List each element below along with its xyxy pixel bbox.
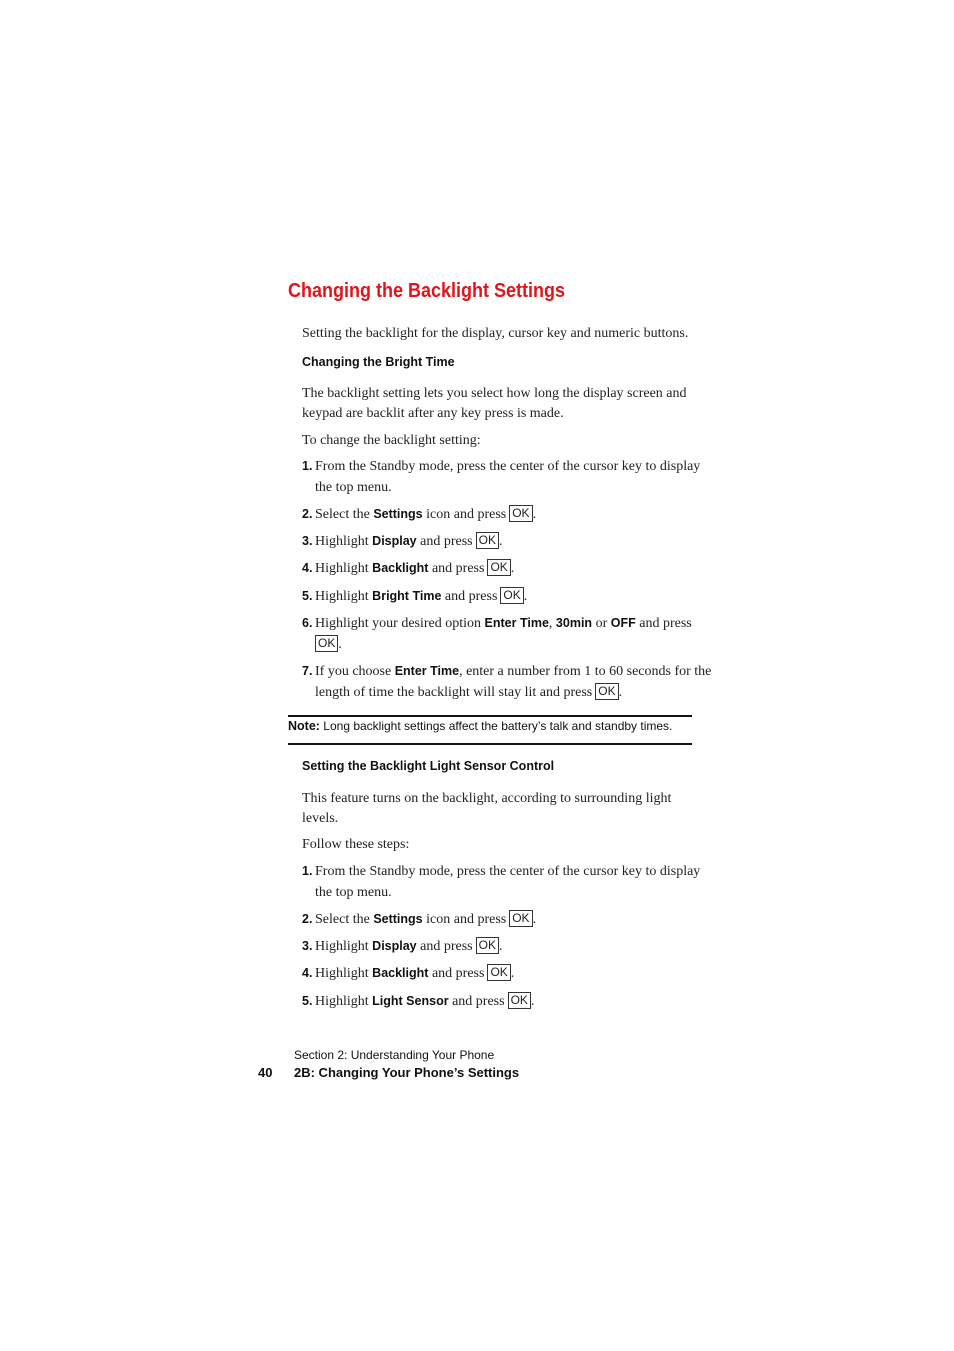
- step-text: and press: [431, 561, 485, 576]
- menu-item-name: Settings: [373, 507, 423, 521]
- ok-key-icon: OK: [315, 635, 338, 652]
- step-line: the top menu.: [315, 885, 392, 900]
- step-number: 6.: [302, 616, 313, 630]
- step-number: 7.: [302, 664, 313, 678]
- step-text: Highlight: [315, 561, 369, 576]
- step-text: and press: [431, 966, 485, 981]
- step-5-text: Highlight Bright Time and press OK .: [315, 588, 528, 604]
- step-text: Select the: [315, 912, 370, 927]
- step-line: From the Standby mode, press the center of the cursor key to display: [315, 459, 701, 474]
- step-text: Highlight: [315, 939, 369, 954]
- footer-section: Section 2: Understanding Your Phone: [294, 1048, 495, 1062]
- step-number: 3.: [302, 939, 313, 953]
- step-number: 2.: [302, 912, 313, 926]
- step-text: Select the: [315, 507, 370, 522]
- paragraph-line: keypad are backlit after any key press is made.: [302, 406, 564, 421]
- note-bottom-rule: [288, 743, 692, 745]
- ok-key-icon: OK: [476, 532, 499, 549]
- paragraph: [302, 788, 671, 829]
- step-5-text: Highlight Light Sensor and press OK .: [315, 993, 535, 1009]
- ok-key-icon: OK: [509, 910, 532, 927]
- menu-item-name: Display: [372, 534, 417, 548]
- step-text: and press: [420, 534, 473, 549]
- ok-key-icon: OK: [476, 937, 499, 954]
- step-text: If you choose: [315, 664, 392, 679]
- menu-item-name: Light Sensor: [372, 994, 449, 1008]
- step-line: the top menu.: [315, 480, 392, 495]
- page-number: 40: [258, 1065, 273, 1080]
- step-number: 5.: [302, 994, 313, 1008]
- option-name: 30min: [555, 616, 593, 630]
- step-7-text: If you choose Enter Time, enter a number from 1 to 60 seconds for the length of time the backlight will stay lit and press OK .: [315, 664, 712, 700]
- note: [288, 719, 672, 733]
- note-text: Long backlight settings affect the battery’s talk and standby times.: [323, 719, 673, 733]
- note-label: Note:: [288, 719, 320, 733]
- step-text: icon and press: [426, 507, 507, 522]
- step-number: 1.: [302, 864, 313, 878]
- menu-item-name: Backlight: [372, 561, 429, 575]
- steps-lead: To change the backlight setting:: [302, 433, 481, 448]
- step-2-text: Select the Settings icon and press OK .: [315, 911, 537, 927]
- ok-key-icon: OK: [595, 683, 618, 700]
- step-text: Highlight your desired option: [315, 616, 482, 631]
- ok-key-icon: OK: [500, 587, 523, 604]
- paragraph: [302, 383, 687, 424]
- ok-key-icon: OK: [487, 964, 510, 981]
- ok-key-icon: OK: [509, 505, 532, 522]
- menu-item-name: Settings: [373, 912, 423, 926]
- step-number: 5.: [302, 589, 313, 603]
- step-text: and press: [444, 589, 498, 604]
- ok-key-icon: OK: [487, 559, 510, 576]
- step-2-text: Select the Settings icon and press OK .: [315, 506, 537, 522]
- step-number: 4.: [302, 966, 313, 980]
- step-number: 1.: [302, 459, 313, 473]
- step-number: 3.: [302, 534, 313, 548]
- option-name: OFF: [610, 616, 636, 630]
- step-number: 4.: [302, 561, 313, 575]
- paragraph-line: The backlight setting lets you select how long the display screen and: [302, 386, 687, 401]
- step-text: and press: [639, 616, 692, 631]
- ok-key-icon: OK: [508, 992, 531, 1009]
- note-top-rule: [288, 715, 692, 717]
- step-4-text: Highlight Backlight and press OK .: [315, 965, 515, 981]
- option-name: Enter Time: [394, 664, 460, 678]
- menu-item-name: Display: [372, 939, 417, 953]
- step-6-text: Highlight your desired option Enter Time, 30min or OFF and press OK .: [315, 616, 692, 652]
- step-text: icon and press: [426, 912, 507, 927]
- step-text: Highlight: [315, 589, 369, 604]
- step-text: Highlight: [315, 994, 369, 1009]
- footer-chapter: 2B: Changing Your Phone’s Settings: [294, 1065, 520, 1080]
- section-heading-bright-time: Changing the Bright Time: [302, 355, 455, 369]
- step-text: and press: [452, 994, 505, 1009]
- paragraph-line: This feature turns on the backlight, according to surrounding light: [302, 791, 672, 806]
- step-text: length of time the backlight will stay lit and press: [315, 685, 593, 700]
- section-heading-light-sensor: Setting the Backlight Light Sensor Control: [302, 759, 555, 773]
- menu-item-name: Bright Time: [372, 589, 442, 603]
- step-text: and press: [420, 939, 473, 954]
- menu-item-name: Backlight: [372, 966, 429, 980]
- step-text: Highlight: [315, 966, 369, 981]
- step-line: From the Standby mode, press the center of the cursor key to display: [315, 864, 701, 879]
- paragraph-line: levels.: [302, 811, 339, 826]
- intro-text: Setting the backlight for the display, cursor key and numeric buttons.: [302, 326, 689, 341]
- steps-lead: Follow these steps:: [302, 837, 410, 852]
- step-text: , enter a number from 1 to 60 seconds for the: [459, 664, 712, 679]
- step-3-text: Highlight Display and press OK .: [315, 938, 503, 954]
- step-text: Highlight: [315, 534, 369, 549]
- step-1-text: [315, 861, 700, 903]
- option-name: Enter Time: [484, 616, 549, 630]
- step-4-text: Highlight Backlight and press OK .: [315, 560, 515, 576]
- page-title: Changing the Backlight Settings: [288, 280, 566, 302]
- step-3-text: Highlight Display and press OK .: [315, 533, 503, 549]
- step-text: or: [595, 616, 608, 631]
- step-number: 2.: [302, 507, 313, 521]
- step-1-text: [315, 456, 700, 498]
